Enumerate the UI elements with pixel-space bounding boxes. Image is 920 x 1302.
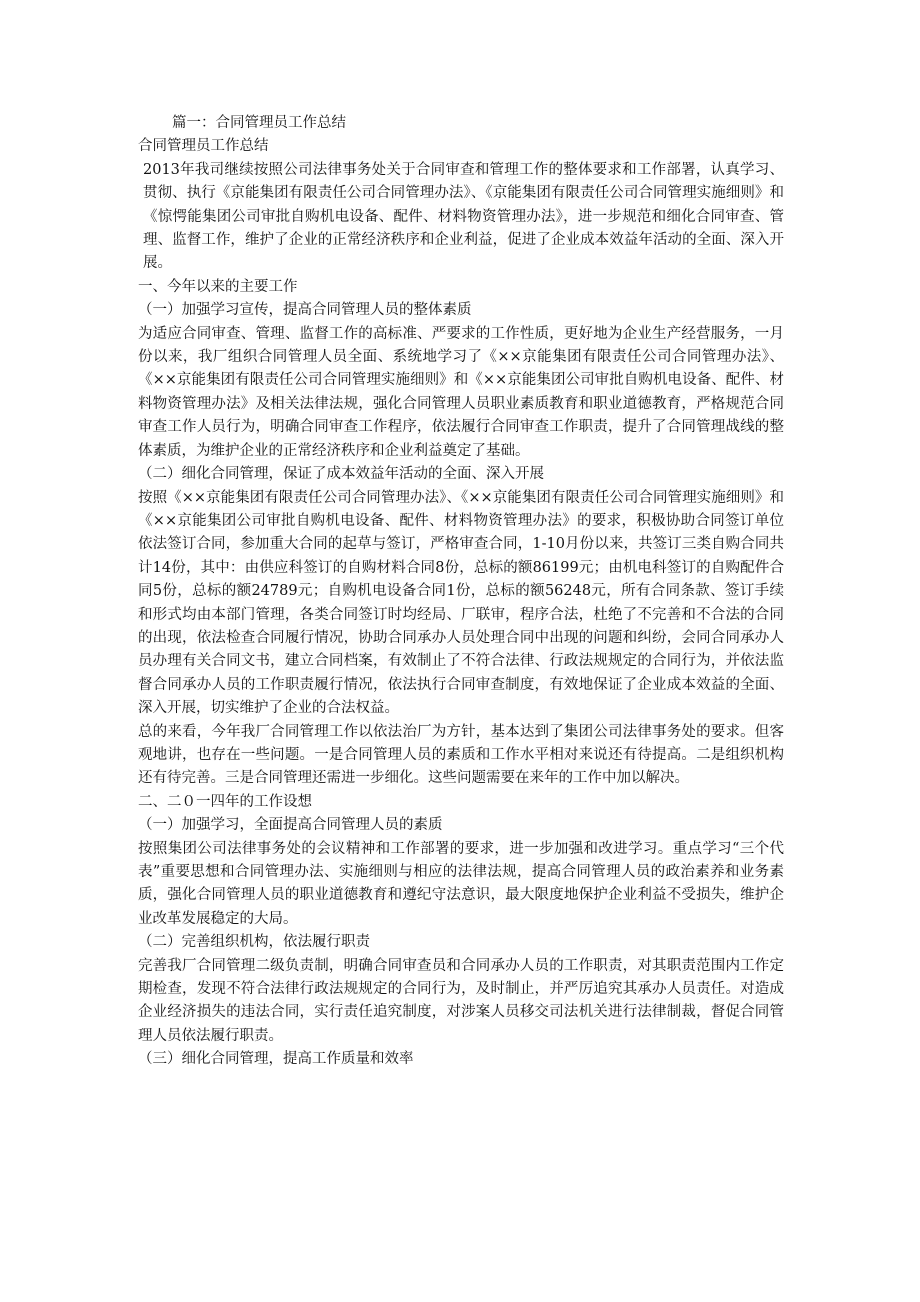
- document-heading: 篇一：合同管理员工作总结: [172, 115, 346, 131]
- document-subheading: 合同管理员工作总结: [138, 138, 269, 155]
- section-2-subtitle-2: （二）完善组织机构，依法履行职责: [138, 934, 370, 951]
- intro-paragraph: 2013年我司继续按照公司法律事务处关于合同审查和管理工作的整体要求和工作部署，认真学习、贯彻、执行《京能集团有限责任公司合同管理办法》、《京能集团有限责任公司合同管理实施细则》和《惊愕能集团公司审批自购机电设备、配件、材料物资管理办法》，进一步规范和细化合同审查、管理、监督工作，维护了企业的正常经济秩序和企业利益，促进了企业成本效益年活动的全面、深入开展。: [143, 161, 784, 272]
- section-2-subtitle-1: （一）加强学习，全面提高合同管理人员的素质: [138, 817, 443, 834]
- section-1-title: 一、今年以来的主要工作: [138, 278, 298, 295]
- document-page: [138, 112, 784, 1072]
- section-1-paragraph-2: 按照《××京能集团有限责任公司合同管理办法》、《××京能集团有限责任公司合同管理实施细则》和《××京能集团公司审批自购机电设备、配件、材料物资管理办法》的要求，积极协助合同签订单位依法签订合同，参加重大合同的起草与签订，严格审查合同，1-10月份以来，共签订三类自购合同共计14份，其中：由供应科签订的自购材料合同8份，总标的额86199元；由机电科签订的自购配件合同5份，总标的额24789元；自购机电设备合同1份，总标的额56248元，所有合同条款、签订手续和形式均由本部门管理，各类合同签订时均经局、厂联审，程序合法，杜绝了不完善和不合法的合同的出现，依法检查合同履行情况，协助合同承办人员处理合同中出现的问题和纠纷，会同合同承办人员办理有关合同文书，建立合同档案，有效制止了不符合法律、行政法规规定的合同行为，并依法监督合同承办人员的工作职责履行情况，依法执行合同审查制度，有效地保证了企业成本效益的全面、深入开展，切实维护了企业的合法权益。: [138, 489, 784, 717]
- section-2-paragraph-1: 按照集团公司法律事务处的会议精神和工作部署的要求，进一步加强和改进学习。重点学习“三个代表”重要思想和合同管理办法、实施细则与相应的法律法规，提高合同管理人员的政治素养和业务素质，强化合同管理人员的职业道德教育和遵纪守法意识，最大限度地保护企业利益不受损失，维护企业改革发展稳定的大局。: [138, 840, 784, 927]
- section-2-title: 二、二０一四年的工作设想: [138, 793, 312, 810]
- section-1-subtitle-1: （一）加强学习宣传，提高合同管理人员的整体素质: [138, 302, 472, 319]
- section-1-subtitle-2: （二）细化合同管理，保证了成本效益年活动的全面、深入开展: [138, 466, 544, 483]
- section-2-paragraph-2: 完善我厂合同管理二级负责制，明确合同审查员和合同承办人员的工作职责，对其职责范围内工作定期检查，发现不符合法律行政法规规定的合同行为，及时制止，并严厉追究其承办人员责任。对造成企业经济损失的违法合同，实行责任追究制度，对涉案人员移交司法机关进行法律制裁，督促合同管理人员依法履行职责。: [138, 957, 784, 1044]
- section-2-subtitle-3: （三）细化合同管理，提高工作质量和效率: [138, 1051, 414, 1068]
- section-1-paragraph-1: 为适应合同审查、管理、监督工作的高标准、严要求的工作性质，更好地为企业生产经营服务，一月份以来，我厂组织合同管理人员全面、系统地学习了《××京能集团有限责任公司合同管理办法》、《××京能集团有限责任公司合同管理实施细则》和《××京能集团公司审批自购机电设备、配件、材料物资管理办法》及相关法律法规，强化合同管理人员职业素质教育和职业道德教育，严格规范合同审查工作人员行为，明确合同审查工作程序，依法履行合同审查工作职责，提升了合同管理战线的整体素质，为维护企业的正常经济秩序和企业利益奠定了基础。: [138, 325, 784, 459]
- summary-paragraph: 总的来看，今年我厂合同管理工作以依法治厂为方针，基本达到了集团公司法律事务处的要求。但客观地讲，也存在一些问题。一是合同管理人员的素质和工作水平相对来说还有待提高。二是组织机构还有待完善。三是合同管理还需进一步细化。这些问题需要在来年的工作中加以解决。: [138, 723, 784, 787]
